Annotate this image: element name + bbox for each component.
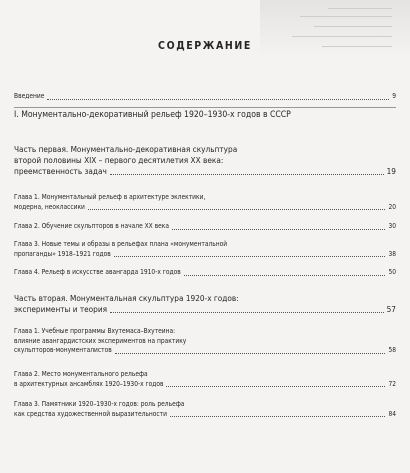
leader-dots bbox=[115, 353, 386, 354]
toc-page-number: 84 bbox=[388, 409, 396, 418]
toc-entry-part-1-chapter-1[interactable]: Глава 1. Монументальный рельеф в архитектуре эклектики, модерна, неоклассики 20 bbox=[14, 193, 396, 211]
section-heading: I. Монументально-декоративный рельеф 1920–1930-х годов в СССР bbox=[14, 110, 291, 120]
toc-page-number: 9 bbox=[392, 92, 396, 100]
toc-entry-part-1-chapter-3[interactable]: Глава 3. Новые темы и образы в рельефах плана «монументальной пропаганды» 1918–1921 годов 38 bbox=[14, 240, 396, 258]
toc-entry-part-1-chapter-4[interactable]: Глава 4. Рельеф в искусстве авангарда 1910-х годов 50 bbox=[14, 268, 396, 276]
toc-page-number: 19 bbox=[386, 166, 396, 176]
toc-entry-part-2-chapter-2[interactable]: Глава 2. Место монументального рельефа в архитектурных ансамблях 1920–1930-х годов 72 bbox=[14, 370, 396, 388]
toc-page-number: 38 bbox=[388, 249, 396, 258]
toc-page-number: 72 bbox=[388, 379, 396, 388]
leader-dots bbox=[166, 386, 385, 387]
leader-dots bbox=[47, 99, 389, 100]
leader-dots bbox=[110, 312, 384, 313]
toc-page-number: 57 bbox=[386, 304, 396, 314]
toc-label: Введение bbox=[14, 92, 45, 100]
toc-entry-part-2-chapter-3[interactable]: Глава 3. Памятники 1920–1930-х годов: роль рельефа как средства художественной выразительности 84 bbox=[14, 400, 396, 418]
toc-page-number: 50 bbox=[388, 268, 396, 276]
toc-entry-part-1[interactable]: Часть первая. Монументально-декоративная скульптура второй половины XIX – первого десятилетия XX века: преемственность задач 19 bbox=[14, 144, 396, 176]
toc-entry-intro[interactable] bbox=[14, 92, 396, 102]
section-rule bbox=[14, 107, 396, 108]
toc-entry-part-2[interactable]: Часть вторая. Монументальная скульптура 1920-х годов: эксперименты и теория 57 bbox=[14, 293, 396, 314]
leader-dots bbox=[184, 275, 386, 276]
toc-entry-part-2-chapter-1[interactable]: Глава 1. Учебные программы Вхутемаса–Вхутеина: влияние авангардистских экспериментов на практику скульпторов-монументалистов 58 bbox=[14, 327, 396, 354]
page-title: СОДЕРЖАНИЕ bbox=[158, 40, 252, 52]
toc-page-number: 58 bbox=[388, 346, 396, 354]
toc-page-number: 30 bbox=[388, 222, 396, 230]
toc-page-number: 20 bbox=[388, 202, 396, 211]
leader-dots bbox=[172, 229, 385, 230]
leader-dots bbox=[170, 416, 385, 417]
toc-entry-part-1-chapter-2[interactable]: Глава 2. Обучение скульпторов в начале XX века 30 bbox=[14, 222, 396, 230]
leader-dots bbox=[114, 256, 386, 257]
leader-dots bbox=[110, 174, 384, 175]
leader-dots bbox=[88, 209, 386, 210]
